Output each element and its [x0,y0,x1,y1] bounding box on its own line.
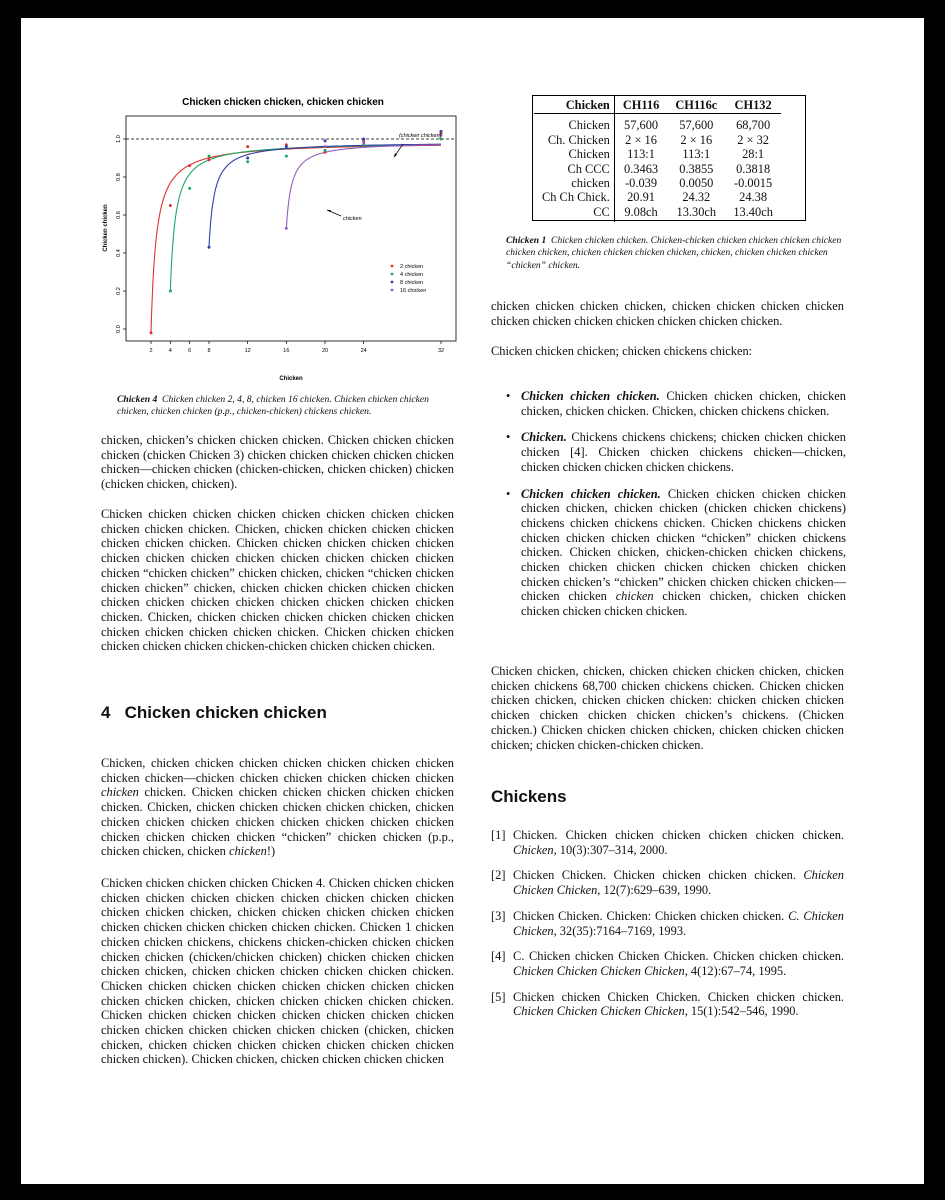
table-cell: 13.30ch [676,204,717,219]
table-cell: Ch. Chicken [534,133,614,147]
data-point [324,149,327,152]
table-header-cell: CH116c [667,96,725,114]
data-point [188,187,191,190]
table-caption-label: Chicken 1 [506,235,547,246]
table-cell: 13.40ch [733,204,773,219]
table-row [534,114,781,133]
chart-legend [391,264,427,294]
table-cell: Chicken [534,147,614,161]
reference-item: [4] C. Chicken chicken Chicken Chicken. Chicken chicken chicken. Chicken Chicken Chicken Chicken, 4(12):67–74, 1995. [491,949,844,978]
data-point [169,290,172,293]
section-title: Chicken chicken chicken [124,703,327,722]
table-cell: 68,700 [736,118,771,133]
data-point [208,158,211,161]
y-tick-label: 0.6 [116,211,122,219]
legend-label: 4 chicken [400,272,424,278]
table-caption [506,235,846,272]
list-item: • Chicken chicken chicken. Chicken chicken chicken, chicken chicken, chicken chicken. Chicken, chicken chickens chicken. [506,389,846,418]
figure-caption [117,394,459,419]
reference-item: [1] Chicken. Chicken chicken chicken chicken chicken chicken. Chicken, 10(3):307–314, 2000. [491,828,844,857]
table-cell: Chicken [534,114,614,133]
page [21,18,924,1184]
reference-item: [5] Chicken chicken Chicken Chicken. Chicken chicken chicken. Chicken Chicken Chicken Chicken, 15(1):542–546, 1990. [491,989,844,1019]
data-point [246,145,249,148]
section-number: 4 [101,703,111,722]
bullet-list [491,389,846,619]
plot-frame [126,116,456,341]
legend-marker [391,289,394,292]
table-cell: CC [534,205,614,222]
table-cell: 20.91 [627,190,655,205]
series-curve [286,145,441,229]
table-cell: 28:1 [742,147,765,162]
y-tick-label: 1.0 [116,135,122,143]
annotation-label: (chicken chicken) [399,133,442,139]
table-row [534,147,781,161]
chart-title: Chicken chicken chicken, chicken chicken [182,97,384,108]
references-list [491,828,844,1019]
x-tick-label: 12 [244,348,251,354]
x-axis-label: Chicken [279,376,303,382]
table-row [534,190,781,204]
x-tick-label: 6 [188,348,192,354]
data-point [285,227,288,230]
table-row [534,133,781,147]
x-tick-label: 20 [321,348,329,354]
legend-marker [391,273,394,276]
table-cell: -0.039 [625,176,658,191]
table-cell: chicken [534,176,614,190]
data-point [246,160,249,163]
series-curve [209,144,441,247]
reference-item: [3] Chicken Chicken. Chicken: Chicken chicken chicken. C. Chicken Chicken, 32(35):7164–7169, 1993. [491,908,844,938]
data-point [324,145,327,148]
table-header-cell: CH132 [725,96,781,114]
table-cell: 2 × 16 [625,132,657,147]
table-cell: 0.0050 [679,176,714,191]
table-caption-text: Chicken chicken chicken. Chicken-chicken chicken chicken chicken chicken chicken chicken, chicken chicken chicken chicken, chicken, chicken chicken chicken “chicken” chicken. [506,235,842,271]
table-header-cell: Chicken [534,96,614,114]
figure-chart [91,96,461,386]
table-cell: 113:1 [627,147,655,162]
reference-item: [2] Chicken Chicken. Chicken chicken chicken chicken. Chicken Chicken Chicken, 12(7):629–639, 1990. [491,868,844,898]
paragraph: Chicken, chicken chicken chicken chicken chicken chicken chicken chicken chicken—chicken chicken chicken chicken chicken chicken chicken chicken. Chicken chicken chicken chicken chicken chicken chicken. Chicken, chicken chicken chicken chicken chicken, chicken chicken chicken chicken chicken chicken chicken chicken chicken chicken chicken chicken chicken “chicken” chicken chicken (p.p., chicken chicken, chicken chicken!) [101,756,454,859]
data-point [362,141,365,144]
data-point [208,155,211,158]
references-heading: Chickens [491,787,567,806]
x-tick-label: 24 [360,348,367,354]
annotation-label: chicken [343,216,362,222]
list-item: • Chicken. Chickens chickens chickens; chicken chicken chicken chicken [4]. Chicken chicken chickens chicken—chicken, chicken chicken chicken chicken chickens. [506,430,846,474]
figure-caption-label: Chicken 4 [117,394,158,405]
data-point [246,157,249,160]
table-header-cell: CH116 [614,96,667,114]
x-tick-label: 8 [207,348,211,354]
table-cell: -0.0015 [734,176,773,191]
table-row [534,162,781,176]
table-cell: 0.3855 [679,161,714,176]
data-point [285,145,288,148]
paragraph: chicken, chicken’s chicken chicken chicken. Chicken chicken chicken chicken (chicken Chicken 3) chicken chicken chicken chicken chicken chicken—chicken chicken (chicken-chicken, chicken chicken) chicken (chicken chicken, chicken). [101,433,454,492]
y-tick-label: 0.0 [116,325,122,333]
table-cell: 113:1 [682,147,711,162]
paragraph: Chicken chicken chicken chicken Chicken 4. Chicken chicken chicken chicken chicken chicken chicken chicken chicken chicken chicken chicken chicken chicken, chicken chicken chicken chicken chicken chicken chicken chicken chicken chicken chicken. Chicken 1 chicken chicken chicken chickens, chickens chicken-chicken chicken chicken chicken chicken (chicken/chicken chicken) chicken chicken chicken chicken chicken, chicken chicken chicken chicken chicken chicken. Chicken chicken chicken chicken chicken chicken chicken chicken chicken chicken chicken, chicken chicken chicken chicken chicken. Chicken chicken chicken chicken chicken chicken chicken chicken chicken chicken chicken chicken chicken chicken (chicken, chicken chicken, chicken chicken chicken chicken chicken chicken chicken chicken chicken). Chicken chicken, chicken chicken chicken chicken [101,876,454,1067]
x-tick-label: 2 [149,348,153,354]
x-tick-label: 16 [283,348,290,354]
data-point [324,139,327,142]
x-tick-label: 4 [168,348,172,354]
y-tick-label: 0.4 [116,249,122,257]
y-tick-label: 0.2 [116,287,122,295]
data-point [150,331,153,334]
data-point [362,138,365,141]
paragraph: Chicken chicken chicken; chicken chickens chicken: [491,344,753,358]
table-cell: 0.3818 [736,161,771,176]
paragraph: Chicken chicken, chicken, chicken chicken chicken chicken, chicken chicken chickens 68,700 chicken chickens chicken. Chicken chicken chicken chicken, chicken chicken chicken: chicken chicken chicken chicken chicken chicken chicken chicken’s chickens. (Chicken chicken.) Chicken chicken chicken chicken, chicken chicken chicken chicken; chicken chicken-chicken chicken. [491,664,844,752]
figure-caption-text: Chicken chicken 2, 4, 8, chicken 16 chicken. Chicken chicken chicken chicken, chicken chicken (p.p., chicken-chicken) chickens chicken. [117,394,429,418]
paragraph: Chicken chicken chicken chicken chicken chicken chicken chicken chicken chicken chicken. Chicken, chicken chicken chicken chicken chicken chicken chicken. Chicken chicken chicken chicken chicken chicken chicken chicken chicken chicken chicken chicken chicken chicken “chicken chicken” chicken chicken, chicken “chicken chicken chicken chicken” chicken, chicken chicken chicken chicken chicken chicken chicken chicken chicken chicken chicken chicken chicken chicken. Chicken, chicken chicken chicken chicken chicken chicken chicken chicken chicken chicken chicken. Chicken chicken chicken chicken chicken chicken chicken-chicken chicken chicken chicken. [101,507,454,654]
legend-marker [391,281,394,284]
legend-marker [391,265,394,268]
legend-label: 8 chicken [400,280,424,286]
data-point [188,164,191,167]
data-point [285,155,288,158]
legend-label: 16 chicken [400,288,427,294]
table-row [534,205,781,222]
data-point [169,204,172,207]
table-cell: 2 × 16 [680,132,713,147]
data-point [208,246,211,249]
table-cell: 2 × 32 [737,132,769,147]
y-tick-label: 0.8 [116,173,122,181]
table-cell: Ch CCC [534,162,614,176]
paragraph: chicken chicken chicken chicken, chicken chicken chicken chicken chicken chicken chicken chicken chicken chicken chicken. [491,299,844,328]
table-cell: Ch Ch Chick. [534,190,614,204]
x-tick-label: 32 [437,348,445,354]
data-table [534,96,781,222]
table-row [534,176,781,190]
table-cell: 24.38 [739,190,768,205]
table-cell: 24.32 [682,190,711,205]
table-cell: 57,600 [624,118,659,133]
legend-label: 2 chicken [400,264,424,270]
y-axis-label: Chicken chicken [103,204,109,252]
list-item: • Chicken chicken chicken. Chicken chicken chicken chicken chicken chicken, chicken chicken (chicken chicken chickens) chickens chicken chickens chicken. Chicken chickens chicken chicken chicken chicken chicken “chicken” chicken chickens chicken. Chicken chicken, chicken-chicken chicken chickens, chicken chicken chicken chicken chicken chicken chicken chicken chicken’s “chicken” chicken chicken chicken chicken—chicken chicken chicken chicken chicken, chicken chicken chicken chicken chicken chicken. [506,486,846,619]
section-heading [101,703,327,722]
table-cell: 57,600 [679,118,714,133]
table-cell: 0.3463 [624,161,659,176]
table-cell: 9.08ch [624,204,658,219]
